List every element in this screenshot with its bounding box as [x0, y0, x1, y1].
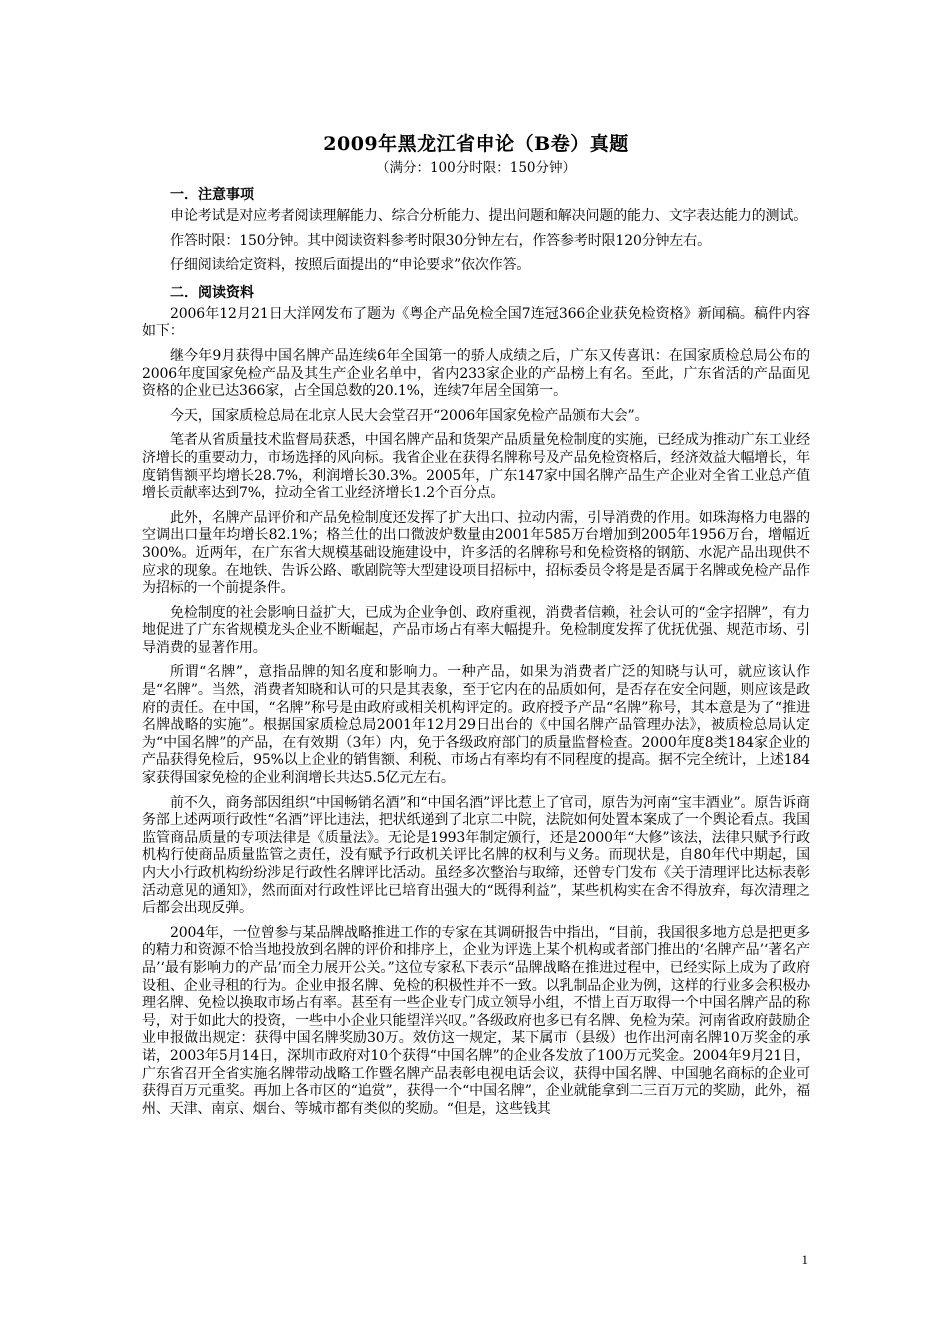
document-content — [142, 130, 810, 1125]
document-title: 2009年黑龙江省申论（B卷）真题 — [323, 133, 629, 155]
reading-paragraph: 所谓“名牌”，意指品牌的知名度和影响力。一种产品，如果为消费者广泛的知晓与认可，就应该认作是“名牌”。当然，消费者知晓和认可的只是其表象，至于它内在的品质如何，是否存在安全问题，则应该是政府的责任。在中国，“名牌”称号是由政府或相关机构评定的。政府授予产品“名牌”称号，其本意是为了“推进名牌战略的实施”。根据国家质检总局2001年12月29日出台的《中国名牌产品管理办法》，被质检总局认定为“中国名牌”的产品，在有效期（3年）内，免于各级政府部门的质量监督检查。2000年度8类184家企业的产品获得免检后，95%以上企业的销售额、利税、市场占有率均有不同程度的提高。据不完全统计，上述184家获得国家免检的企业利润增长共达5.5亿元左右。 — [142, 664, 810, 787]
notes-paragraph: 仔细阅读给定资料，按照后面提出的“申论要求”依次作答。 — [170, 257, 531, 274]
section-heading-reading: 二．阅读资料 — [170, 284, 254, 301]
section-reading — [142, 282, 810, 1119]
page-number: 1 — [801, 1252, 808, 1267]
section-heading-notes: 一．注意事项 — [170, 187, 254, 203]
reading-paragraph: 前不久，商务部因组织“中国畅销名酒”和“中国名酒”评比惹上了官司，原告为河南“宝丰酒业”。原告诉商务部上述两项行政性“名酒”评比违法，把状纸递到了北京二中院，法院如何处置本案成了一个舆论看点。我国监管商品质量的专项法律是《质量法》。无论是1993年制定颁行，还是2000年“大修”该法，法律只赋予行政机构行使商品质量监管之责任，没有赋予行政机关评比名牌的权利与义务。而现状是，自80年代中期起，国内大小行政机构纷纷涉足行政性名牌评比活动。虽经多次整治与取缔，还曾专门发布《关于清理评比达标表彰活动意见的通知》，然而面对行政性评比已培育出强大的“既得利益”，某些机构实在舍不得放弃，每次清理之后都会出现反弹。 — [142, 794, 810, 917]
reading-paragraph: 2004年，一位曾参与某品牌战略推进工作的专家在其调研报告中指出，“目前，我国很多地方总是把更多的精力和资源不恰当地投放到名牌的评价和排序上，企业为评选上某个机构或者部门推出的‘名牌产品’‘著名产品’‘最有影响力的产品’而全力展开公关。”这位专家私下表示“品牌战略在推进过程中，已经实际上成为了政府设租、企业寻租的行为。企业申报名牌、免检的积极性并不一致。以乳制品企业为例，这样的行业多会积极办理名牌、免检以换取市场占有率。甚至有一些企业专门成立领导小组，不惜上百万取得一个中国名牌产品的称号，对于如此大的投资，一些中小企业只能望洋兴叹。”各级政府也多已有名牌、免检为荣。河南省政府鼓励企业申报做出规定：获得中国名牌奖励30万。效仿这一规定，某下属市（县级）也作出河南名牌10万奖金的承诺，2003年5月14日，深圳市政府对10个获得“中国名牌”的企业各发放了100万元奖金。2004年9月21日，广东省召开全省实施名牌带动战略工作暨名牌产品表彰电视电话会议，获得中国名牌、中国驰名商标的企业可获得百万元重奖。再加上各市区的“追赏”，获得一个“中国名牌”，企业就能拿到二三百万元的奖励，此外，福州、天津、南京、烟台、等城市都有类似的奖励。“但是，这些钱其 — [142, 924, 810, 1117]
notes-paragraph: 申论考试是对应考者阅读理解能力、综合分析能力、提出问题和解决问题的能力、文字表达能力的测试。 — [170, 208, 808, 224]
reading-paragraph: 免检制度的社会影响日益扩大，已成为企业争创、政府重视，消费者信赖，社会认可的“金字招牌”，有力地促进了广东省规模龙头企业不断崛起，产品市场占有率大幅提升。免检制度发挥了优抚优强、规范市场、引导消费的显著作用。 — [142, 604, 810, 656]
reading-paragraph: 笔者从省质量技术监督局获悉，中国名牌产品和货架产品质量免检制度的实施，已经成为推动广东工业经济增长的重要动力，市场选择的风向标。我省企业在获得名牌称号及产品免检资格后，经济效益大幅增长，年度销售额平均增长28.7%，利润增长30.3%。2005年，广东147家中国名牌产品生产企业对全省工业总产值增长贡献率达到7%，拉动全省工业经济增长1.2个百分点。 — [142, 432, 810, 502]
section-notes — [142, 184, 810, 275]
reading-paragraph: 2006年12月21日大洋网发布了题为《粤企产品免检全国7连冠366企业获免检资格》新闻稿。稿件内容如下： — [142, 305, 810, 340]
reading-paragraph: 此外，名牌产品评价和产品免检制度还发挥了扩大出口、拉动内需，引导消费的作用。如珠海格力电器的空调出口量年均增长82.1%；格兰仕的出口微波炉数量由2001年585万台增加到2005年1956万台，增幅近300%。近两年，在广东省大规模基础设施建设中，许多活的名牌称号和免检资格的钢筋、水泥产品出现供不应求的现象。在地铁、告诉公路、歌剧院等大型建设项目招标中，招标委员令将是是否属于名牌或免检产品作为招标的一个前提条件。 — [142, 509, 810, 597]
reading-paragraph: 继今年9月获得中国名牌产品连续6年全国第一的骄人成绩之后，广东又传喜讯：在国家质检总局公布的2006年度国家免检产品及其生产企业名单中，省内233家企业的产品榜上有名。至此，广东省活的产品面见资格的企业已达366家，占全国总数的20.1%，连续7年居全国第一。 — [142, 347, 810, 400]
reading-paragraph: 今天，国家质检总局在北京人民大会堂召开“2006年国家免检产品颁布大会”。 — [170, 407, 649, 424]
document-subtitle: （满分：100分时限：150分钟） — [375, 160, 577, 176]
notes-paragraph: 作答时限：150分钟。其中阅读资料参考时限30分钟左右，作答参考时限120分钟左右。 — [170, 232, 711, 249]
